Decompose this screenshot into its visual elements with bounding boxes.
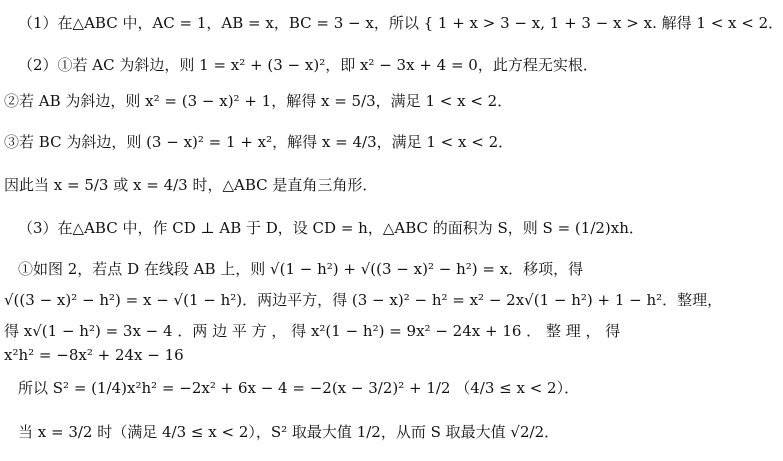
text-line-11: 所以 S² = (1/4)x²h² = −2x² + 6x − 4 = −2(x − 3/2)² + 1/2 （4/3 ≤ x < 2）． bbox=[18, 379, 580, 397]
text-line-1: （1）在△ABC 中，AC = 1，AB = x，BC = 3 − x，所以 { 1 + x > 3 − x, 1 + 3 − x > x. 解得 1 < x < 2． bbox=[18, 14, 783, 32]
text-line-7: ①如图 2，若点 D 在线段 AB 上，则 √(1 − h²) + √((3 − x)² − h²) = x．移项，得 bbox=[18, 260, 584, 278]
text-line-5: 因此当 x = 5/3 或 x = 4/3 时，△ABC 是直角三角形． bbox=[4, 176, 378, 194]
text-line-2: （2）①若 AC 为斜边，则 1 = x² + (3 − x)²，即 x² − 3x + 4 = 0，此方程无实根． bbox=[18, 56, 598, 74]
text-line-6: （3）在△ABC 中，作 CD ⊥ AB 于 D，设 CD = h，△ABC 的面积为 S，则 S = (1/2)xh． bbox=[18, 219, 644, 237]
text-line-10: x²h² = −8x² + 24x − 16 bbox=[4, 346, 184, 364]
text-line-8: √((3 − x)² − h²) = x − √(1 − h²)．两边平方，得 (3 − x)² − h² = x² − 2x√(1 − h²) + 1 − h²．整理， bbox=[4, 291, 723, 309]
text-line-12: 当 x = 3/2 时（满足 4/3 ≤ x < 2），S² 取最大值 1/2，从而 S 取最大值 √2/2． bbox=[18, 423, 560, 441]
text-line-3: ②若 AB 为斜边，则 x² = (3 − x)² + 1，解得 x = 5/3，满足 1 < x < 2． bbox=[4, 92, 513, 110]
text-line-9: 得 x√(1 − h²) = 3x − 4 ．两 边 平 方 ， 得 x²(1 − h²) = 9x² − 24x + 16 ． 整 理 ， 得 bbox=[4, 322, 621, 340]
text-line-4: ③若 BC 为斜边，则 (3 − x)² = 1 + x²，解得 x = 4/3，满足 1 < x < 2． bbox=[4, 133, 514, 151]
